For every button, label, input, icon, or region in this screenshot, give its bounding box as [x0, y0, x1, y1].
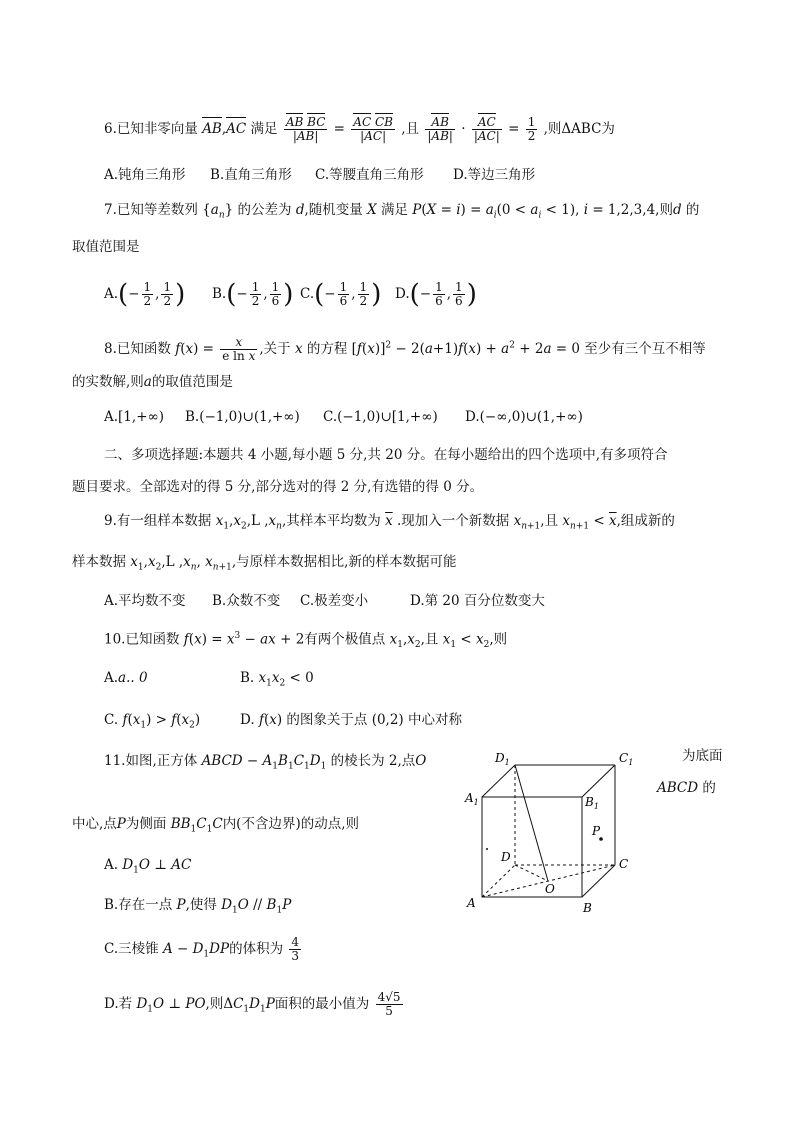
q8-option-a: A.[1,+∞): [104, 409, 165, 425]
q9-option-d: D.第 20 百分位数变大: [410, 593, 545, 609]
q10-option-d: D. f(x) 的图象关于点 (0,2) 中心对称: [240, 712, 462, 728]
q6-option-a: A.钝角三角形: [104, 167, 186, 183]
label-p: P: [592, 824, 601, 838]
section2-header-cont: 题目要求。全部选对的得 5 分,部分选对的得 2 分,有选错的得 0 分。: [72, 479, 484, 495]
label-d1: $D_1$: [495, 751, 510, 767]
q7-option-a: A.(− $\frac{1}{2}$ , $\frac{1}{2}$ ): [104, 279, 186, 310]
q11-option-d: D.若 $D_1O$ ⊥ PO,则$\Delta C_1D_1P$面积的最小值为 $\frac{4√5}{5}$: [104, 990, 401, 1018]
q9-option-c: C.极差变小: [300, 593, 369, 609]
label-o: O: [545, 882, 555, 896]
q11-stem-right2: ABCD 的: [657, 780, 716, 796]
q11-option-b: B.存在一点 P,使得 $D_1O // B_1P$: [104, 897, 292, 916]
q7-option-d: D.(− $\frac{1}{6}$ , $\frac{1}{6}$ ): [395, 279, 477, 310]
cube-hidden-ad: [482, 865, 515, 897]
section2-header: 二、多项选择题:本题共 4 小题,每小题 5 分,共 20 分。在每小题给出的四个选项中,有多项符合: [104, 447, 668, 463]
cube-figure: [455, 742, 655, 922]
q7-option-c: C.(− $\frac{1}{6}$ , $\frac{1}{2}$ ): [300, 279, 382, 310]
q10-option-c: C. $f(x_1) > f(x_2)$: [104, 712, 201, 731]
q11-option-a: A. $D_1O$ ⊥ AC: [104, 857, 192, 876]
q10-option-b: B. $x_1x_2 < 0$: [240, 670, 314, 689]
q6-option-d: D.等边三角形: [453, 167, 536, 183]
q8-option-d: D.(−∞,0)∪(1,+∞): [465, 409, 583, 425]
cube-hidden-do: [515, 865, 548, 881]
q10-option-a: A.a.. 0: [104, 670, 148, 686]
cube-front-face: [482, 797, 582, 897]
label-d: D: [501, 850, 511, 864]
cube-edge-bc: [582, 865, 615, 897]
q8-stem: 8.已知函数 f(x) = $\frac{x}{\text{e ln x}}$ ,关于 x 的方程 $[f(x)]^2 - 2(a+1)f(x) + a^2 + 2a = 0$ 至少有三个互不相等: [104, 335, 706, 363]
cube-edge-a1d1: [482, 765, 515, 797]
q7-stem-cont: 取值范围是: [72, 239, 140, 255]
q11-stem-right1: 为底面: [682, 748, 723, 764]
q11-stem: 11.如图,正方体 ABCD − $A_1B_1C_1D_1$ 的棱长为 2,点O: [104, 753, 427, 772]
label-c1: $C_1$: [619, 751, 634, 767]
q6-option-b: B.直角三角形: [210, 167, 292, 183]
q8-option-b: B.(−1,0)∪(1,+∞): [185, 409, 300, 425]
label-b1: $B_1$: [585, 795, 599, 811]
q8-stem-cont: 的实数解,则a的取值范围是: [72, 374, 233, 390]
q7-stem: 7.已知等差数列 $\{a_n\}$ 的公差为 d,随机变量 X 满足 $P(X = i) = a_i(0 < a_i < 1)$, i = 1,2,3,4,则d 的: [104, 202, 700, 221]
q9-stem-cont: 样本数据 $x_1,x_2,L$ $,x_n$, $x_{n+1}$,与原样本数据相比,新的样本数据可能: [72, 554, 457, 573]
label-a1: $A_1$: [465, 791, 479, 807]
q9-stem: 9.有一组样本数据 $x_1,x_2,L$ $,x_n$,其样本平均数为 $\overline{x}$ .现加入一个新数据 $x_{n+1}$,且 $x_{n+1} < \overline{x}$,组成新的: [104, 513, 675, 532]
q11-stem-cont: 中心,点P为侧面 $BB_1C_1C$内(不含边界)的动点,则: [72, 816, 360, 835]
q9-option-a: A.平均数不变: [104, 593, 186, 609]
q6-option-c: C.等腰直角三角形: [315, 167, 424, 183]
label-c: C: [619, 857, 629, 871]
q7-option-b: B.(− $\frac{1}{2}$ , $\frac{1}{6}$ ): [212, 279, 294, 310]
q8-option-c: C.(−1,0)∪[1,+∞): [323, 409, 438, 425]
label-b: B: [583, 901, 592, 915]
cube-edge-b1c1: [582, 765, 615, 797]
segment-d1o: [515, 765, 548, 881]
label-a: A: [467, 896, 476, 910]
stray-dot: [486, 848, 488, 850]
q10-stem: 10.已知函数 $f(x) = x^3$ − ax + 2有两个极值点 $x_1,x_2$,且 $x_1 < x_2$,则: [104, 631, 508, 651]
q9-option-b: B.众数不变: [212, 593, 281, 609]
q6-stem: 6.已知非零向量 AB,AC 满足 $\frac{\text{AB BC}}{|AB|}$ = $\frac{\text{AC CB}}{|AC|}$ ,且 $\frac{AB}{|AB|}$ · $\frac{AC}{|AC|}$ = $\frac{1}{2}$ ,则ΔABC为: [104, 115, 615, 143]
q11-option-c: C.三棱锥 $A - D_1DP$的体积为 $\frac{4}{3}$: [104, 935, 300, 963]
